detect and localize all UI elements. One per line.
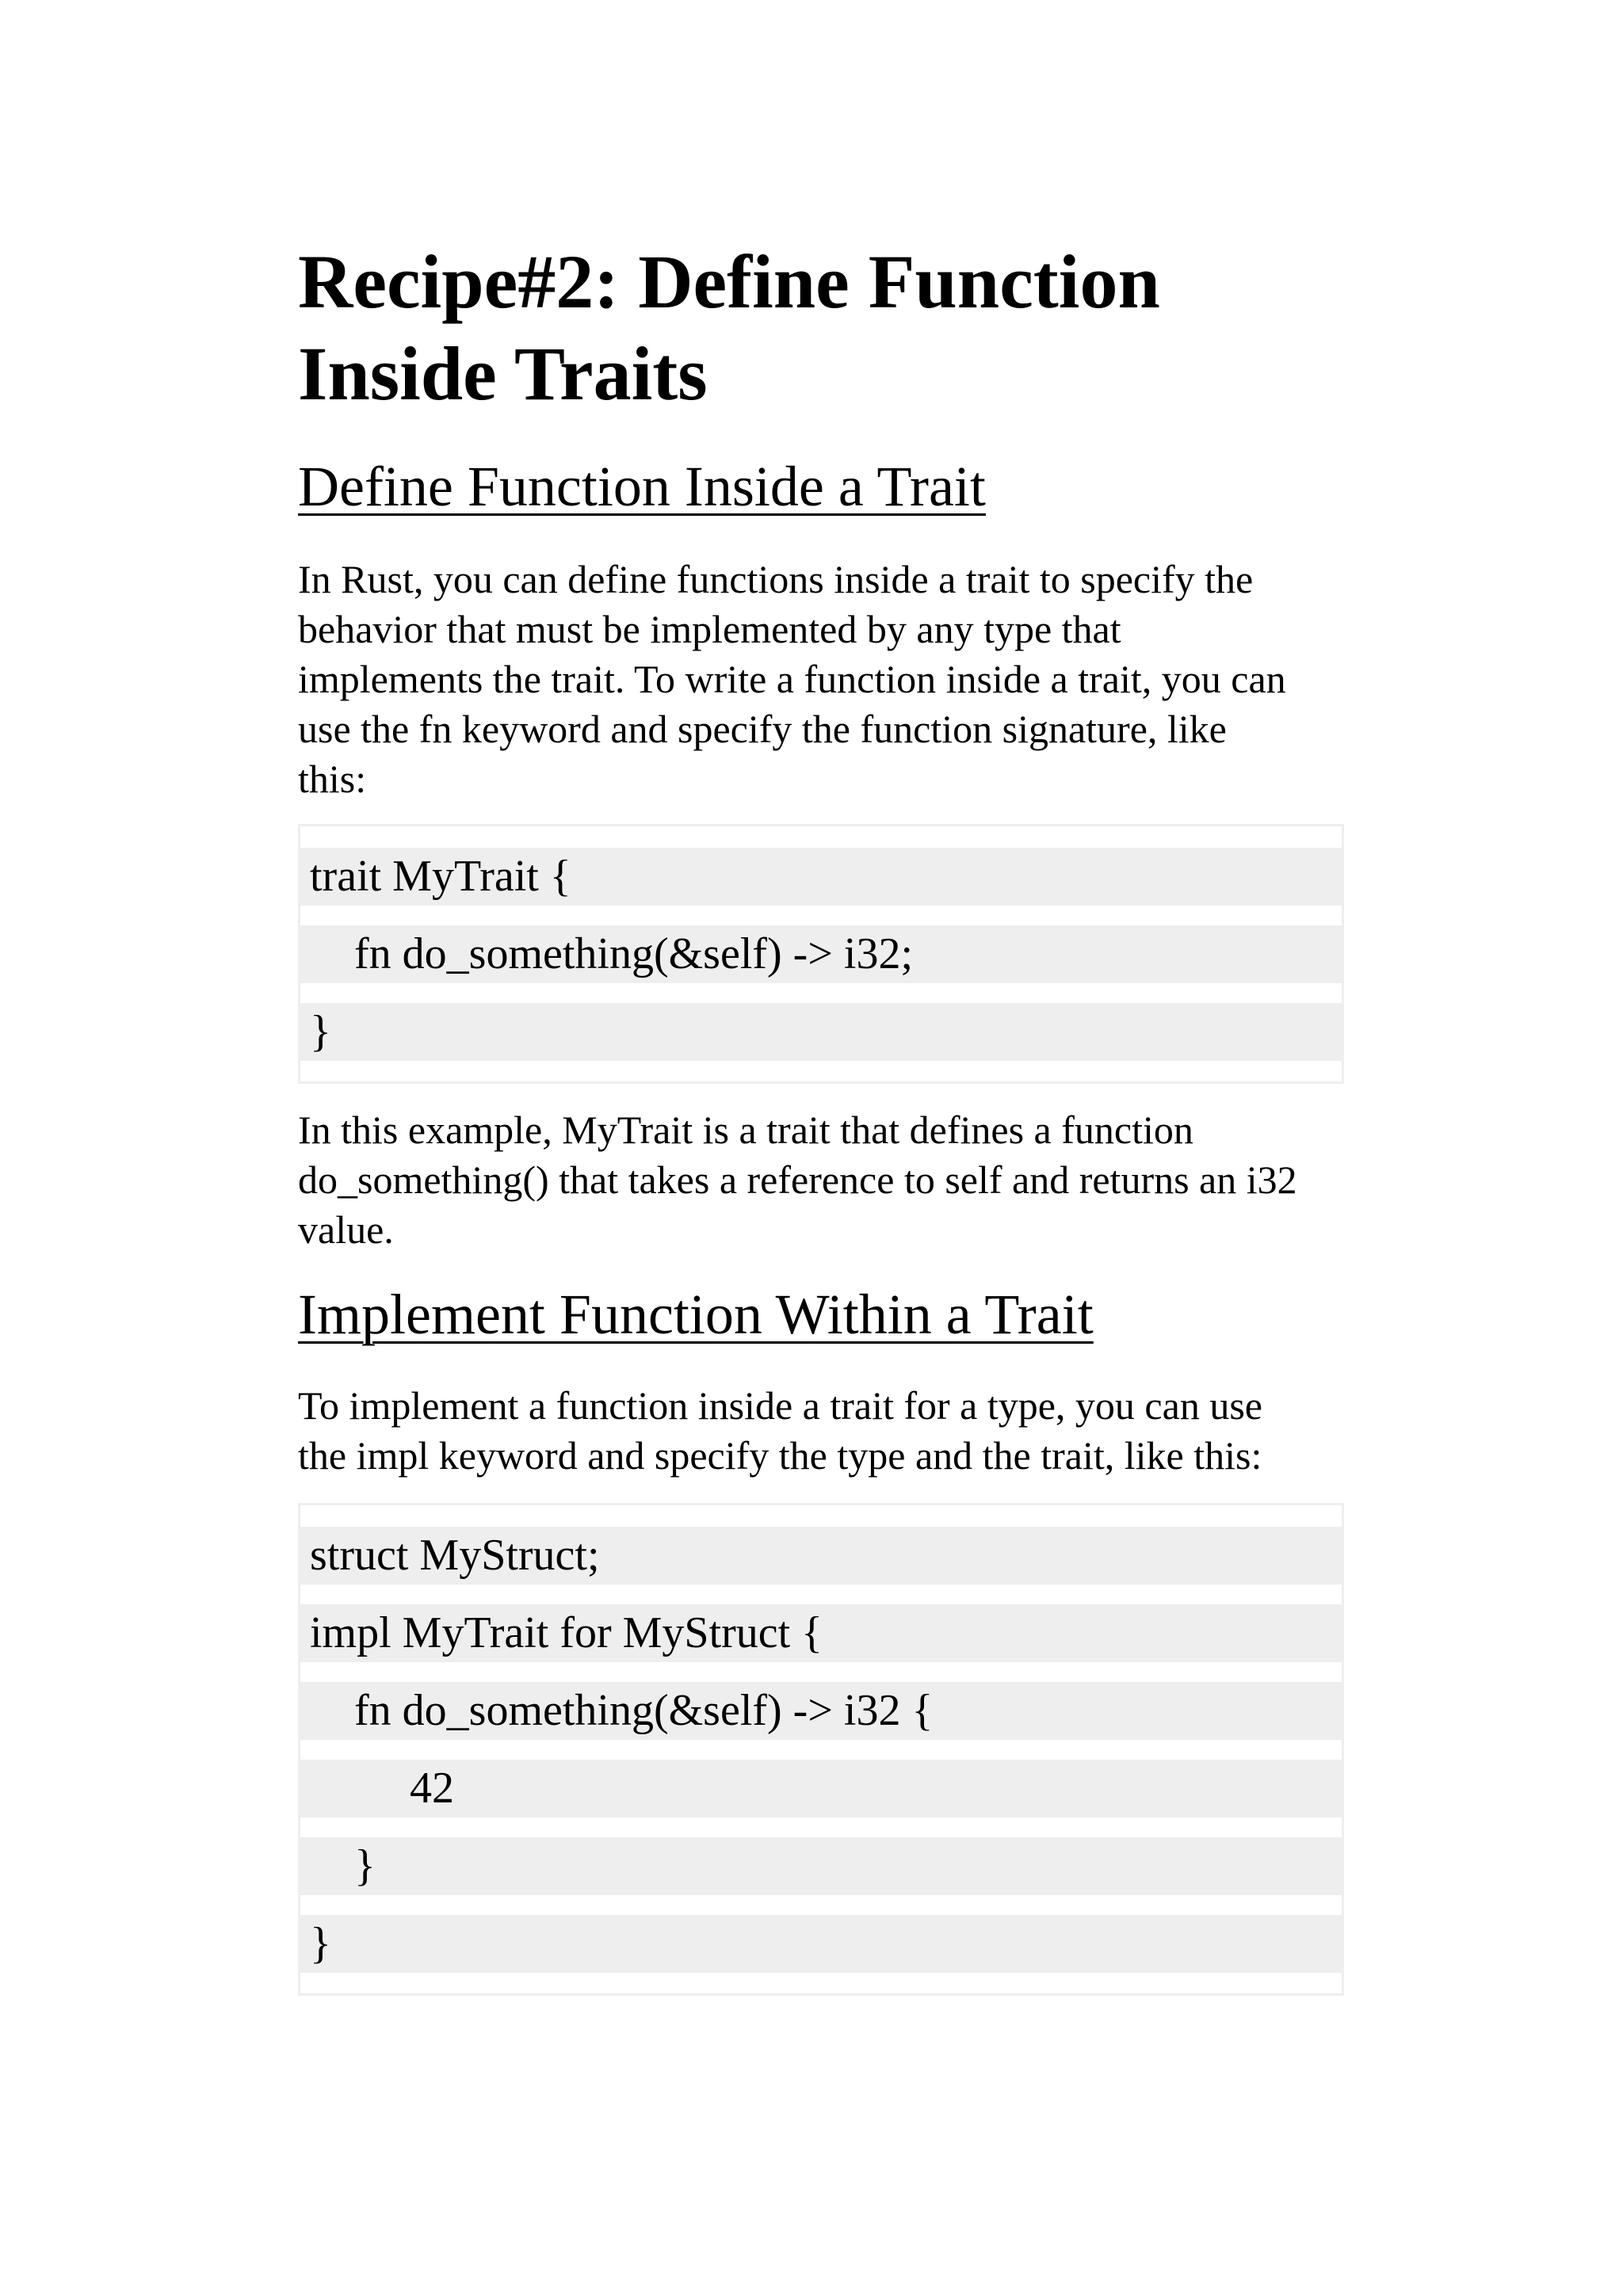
code-block-trait-implementation (298, 1503, 1344, 1996)
code-block-trait-definition (298, 824, 1344, 1084)
code-line: trait MyTrait { (300, 848, 1342, 906)
code-line: } (300, 1915, 1342, 1973)
paragraph-line: value. (298, 1207, 394, 1252)
paragraph-line: behavior that must be implemented by any type that (298, 607, 1121, 651)
section-1-outro-paragraph (298, 1105, 1352, 1255)
paragraph-line: To implement a function inside a trait for a type, you can use (298, 1383, 1262, 1428)
code-line: } (300, 1837, 1342, 1895)
paragraph-line: do_something() that takes a reference to self and returns an i32 (298, 1158, 1297, 1202)
code-line: impl MyTrait for MyStruct { (300, 1604, 1342, 1662)
section-heading-define-function: Define Function Inside a Trait (298, 455, 986, 518)
code-line: fn do_something(&self) -> i32; (300, 925, 1342, 983)
page-title: Recipe#2: Define Function Inside Traits (298, 239, 1160, 416)
section-1-intro-paragraph (298, 555, 1352, 804)
paragraph-line: In this example, MyTrait is a trait that defines a function (298, 1108, 1193, 1152)
paragraph-line: the impl keyword and specify the type and the trait, like this: (298, 1433, 1262, 1478)
code-line: } (300, 1003, 1342, 1061)
section-2-intro-paragraph (298, 1381, 1352, 1481)
code-line: 42 (300, 1760, 1342, 1817)
paragraph-line: use the fn keyword and specify the function signature, like (298, 707, 1227, 751)
paragraph-line: In Rust, you can define functions inside a trait to specify the (298, 557, 1254, 601)
paragraph-line: this: (298, 757, 367, 801)
code-line: struct MyStruct; (300, 1527, 1342, 1585)
section-heading-implement-function: Implement Function Within a Trait (298, 1283, 1094, 1346)
code-line: fn do_something(&self) -> i32 { (300, 1682, 1342, 1740)
paragraph-line: implements the trait. To write a function inside a trait, you can (298, 657, 1286, 701)
